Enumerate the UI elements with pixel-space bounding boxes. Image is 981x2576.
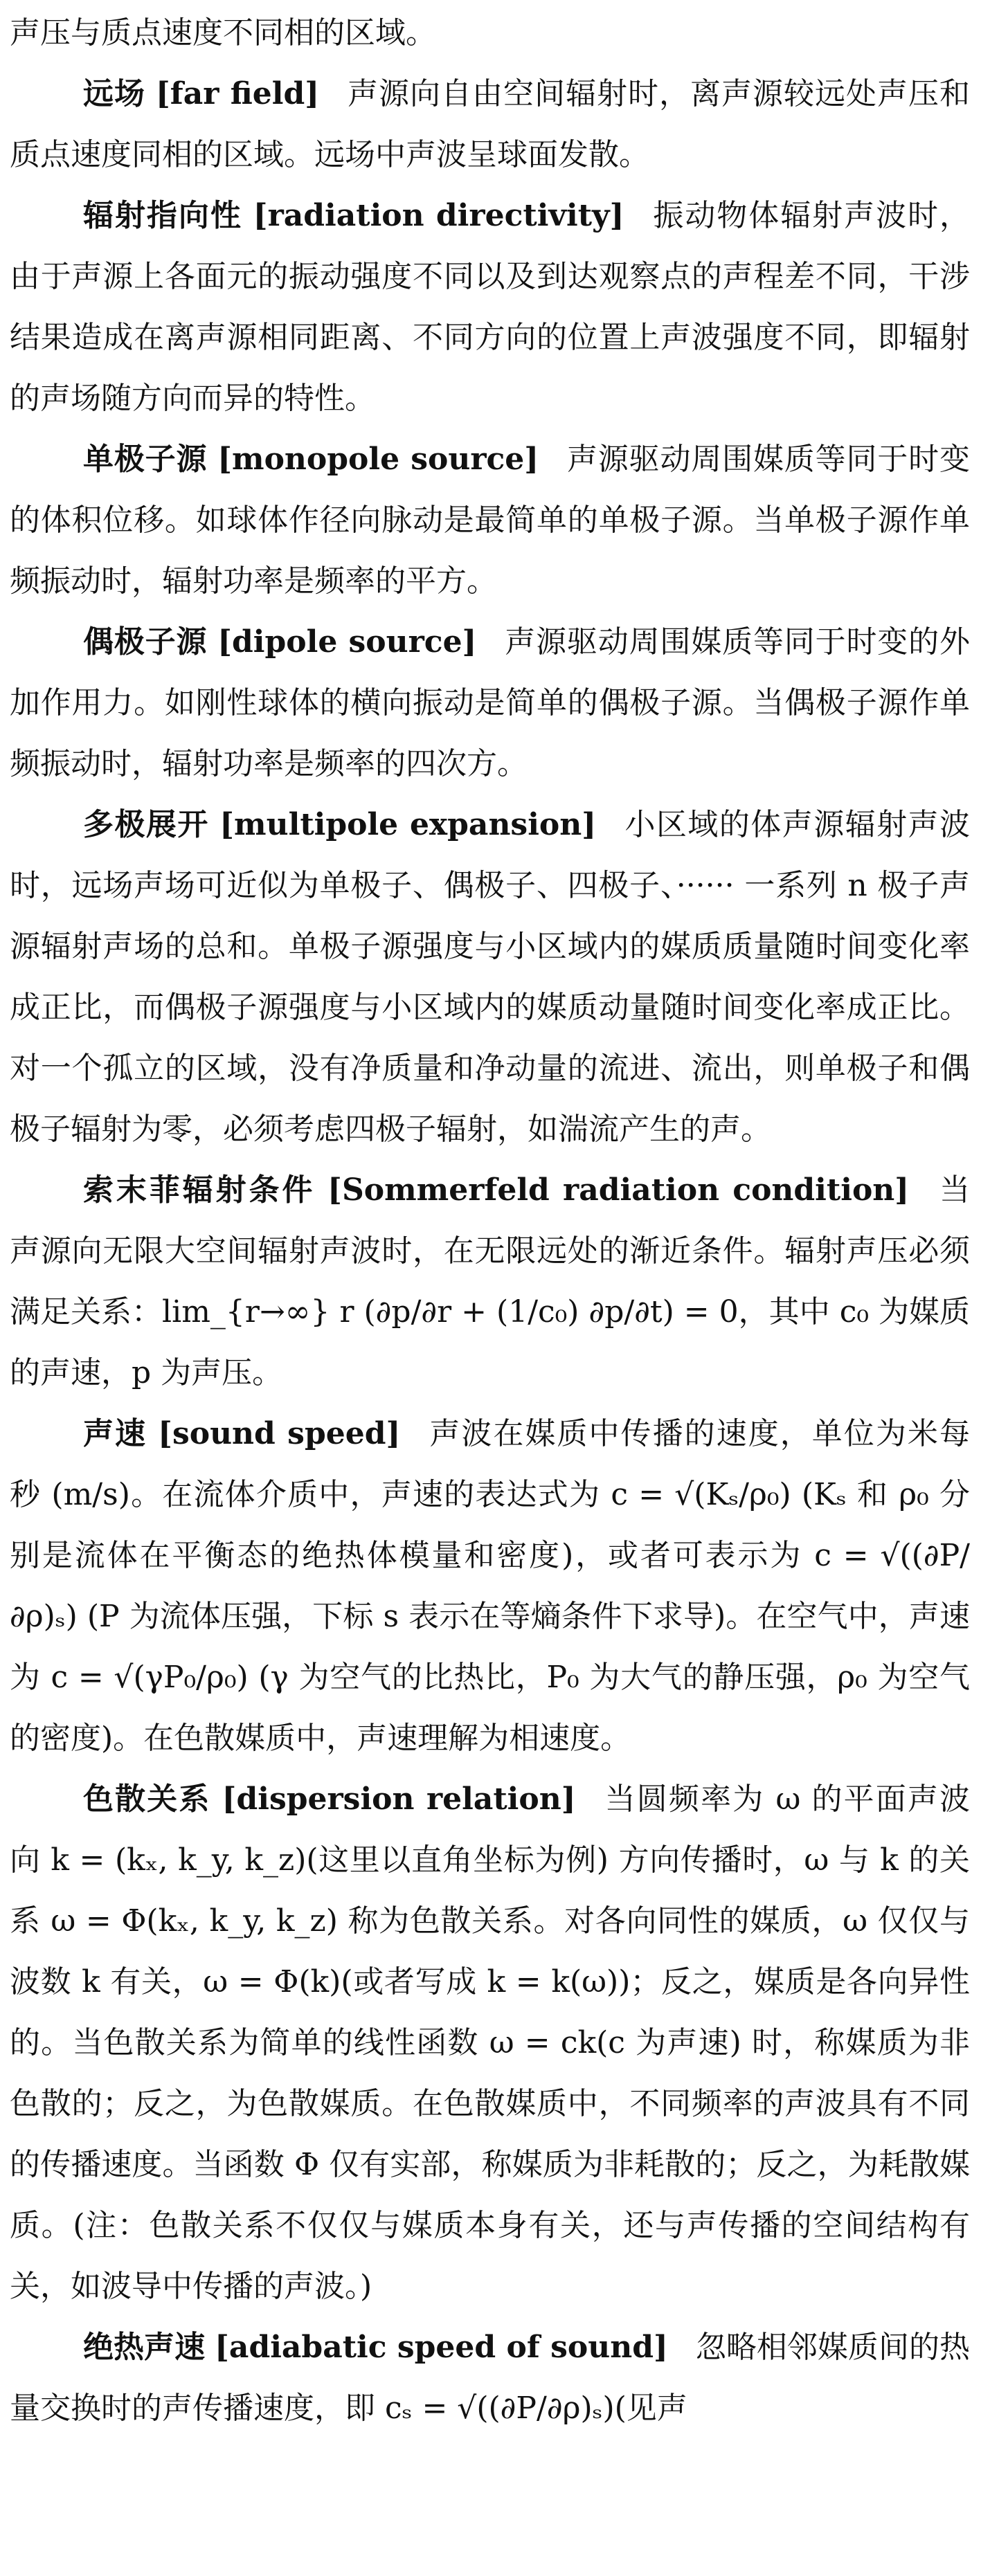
entry-english-term: [dispersion relation]: [222, 1781, 576, 1817]
entry-english-term: [sound speed]: [158, 1416, 401, 1451]
entry-multipole-expansion: [10, 795, 970, 1160]
entry-monopole-source: [10, 429, 970, 612]
entry-continuation: [10, 3, 970, 64]
entry-term: 远场: [83, 76, 145, 111]
entry-radiation-directivity: [10, 185, 970, 429]
entry-sommerfeld-condition: [10, 1160, 970, 1404]
entry-english-term: [adiabatic speed of sound]: [215, 2330, 668, 2365]
entry-term: 声速: [83, 1416, 147, 1451]
entry-term: 单极子源: [83, 442, 208, 477]
entry-term: 绝热声速: [83, 2330, 206, 2365]
entry-english-term: [Sommerfeld radiation condition]: [327, 1172, 910, 1208]
entry-english-term: [dipole source]: [217, 624, 477, 660]
entry-text: 小区域的体声源辐射声波时，远场声场可近似为单极子、偶极子、四极子、······ 一系列 n 极子声源辐射声场的总和。单极子源强度与小区域内的媒质质量随时间变化率成正比，而偶极子源强度与小区域内的媒质动量随时间变化率成正比。对一个孤立的区域，没有净质量和净动量的流进、流出，则单极子和偶极子辐射为零，必须考虑四极子辐射，如湍流产生的声。: [10, 807, 970, 1147]
entry-term: 索末菲辐射条件: [83, 1172, 316, 1208]
entry-sound-speed: [10, 1404, 970, 1769]
entry-english-term: [multipole expansion]: [219, 807, 597, 842]
entry-far-field: [10, 64, 970, 185]
entry-term: 偶极子源: [83, 624, 208, 660]
entry-dipole-source: [10, 612, 970, 795]
entry-text: 声源驱动周围媒质等同于时变的外加作用力。如刚性球体的横向振动是简单的偶极子源。当偶极子源作单频振动时，辐射功率是频率的四次方。: [10, 624, 970, 781]
entry-adiabatic-sound-speed: [10, 2317, 970, 2439]
entry-dispersion-relation: [10, 1769, 970, 2317]
entry-text: 当圆频率为 ω 的平面声波向 k = (kₓ, k_y, k_z)(这里以直角坐标为例) 方向传播时，ω 与 k 的关系 ω = Φ(kₓ, k_y, k_z) 称为色散关系。对各向同性的媒质，ω 仅仅与波数 k 有关，ω = Φ(k)(或者写成 k = k(ω))；反之，媒质是各向异性的。当色散关系为简单的线性函数 ω = ck(c 为声速) 时，称媒质为非色散的；反之，为色散媒质。在色散媒质中，不同频率的声波具有不同的传播速度。当函数 Φ 仅有实部，称媒质为非耗散的；反之，为耗散媒质。(注：色散关系不仅仅与媒质本身有关，还与声传播的空间结构有关，如波导中传播的声波。): [10, 1781, 970, 2304]
entry-text: 声源向自由空间辐射时，离声源较远处声压和质点速度同相的区域。远场中声波呈球面发散。: [10, 76, 970, 172]
entry-english-term: [radiation directivity]: [253, 198, 624, 233]
entry-english-term: [monopole source]: [217, 442, 539, 477]
entry-text: 声波在媒质中传播的速度，单位为米每秒 (m/s)。在流体介质中，声速的表达式为 c = √(Kₛ/ρ₀) (Kₛ 和 ρ₀ 分别是流体在平衡态的绝热体模量和密度)，或者可表示为 c = √((∂P/∂ρ)ₛ) (P 为流体压强，下标 s 表示在等熵条件下求导)。在空气中，声速为 c = √(γP₀/ρ₀) (γ 为空气的比热比，P₀ 为大气的静压强，ρ₀ 为空气的密度)。在色散媒质中，声速理解为相速度。: [10, 1416, 970, 1756]
entry-text: 当声源向无限大空间辐射声波时，在无限远处的渐近条件。辐射声压必须满足关系：lim_{r→∞} r (∂p/∂r + (1/c₀) ∂p/∂t) = 0，其中 c₀ 为媒质的声速，p 为声压。: [10, 1172, 970, 1390]
entry-text: 振动物体辐射声波时，由于声源上各面元的振动强度不同以及到达观察点的声程差不同，干涉结果造成在离声源相同距离、不同方向的位置上声波强度不同，即辐射的声场随方向而异的特性。: [10, 198, 971, 416]
entry-english-term: [far field]: [155, 76, 320, 111]
entry-term: 色散关系: [83, 1781, 211, 1817]
entry-term: 多极展开: [83, 807, 209, 842]
entry-text: 声压与质点速度不同相的区域。: [10, 15, 436, 51]
entry-text: 声源驱动周围媒质等同于时变的体积位移。如球体作径向脉动是最简单的单极子源。当单极子源作单频振动时，辐射功率是频率的平方。: [10, 442, 970, 599]
entry-text: 忽略相邻媒质间的热量交换时的声传播速度，即 cₛ = √((∂P/∂ρ)ₛ)(见声: [10, 2330, 970, 2426]
entry-term: 辐射指向性: [83, 198, 242, 233]
